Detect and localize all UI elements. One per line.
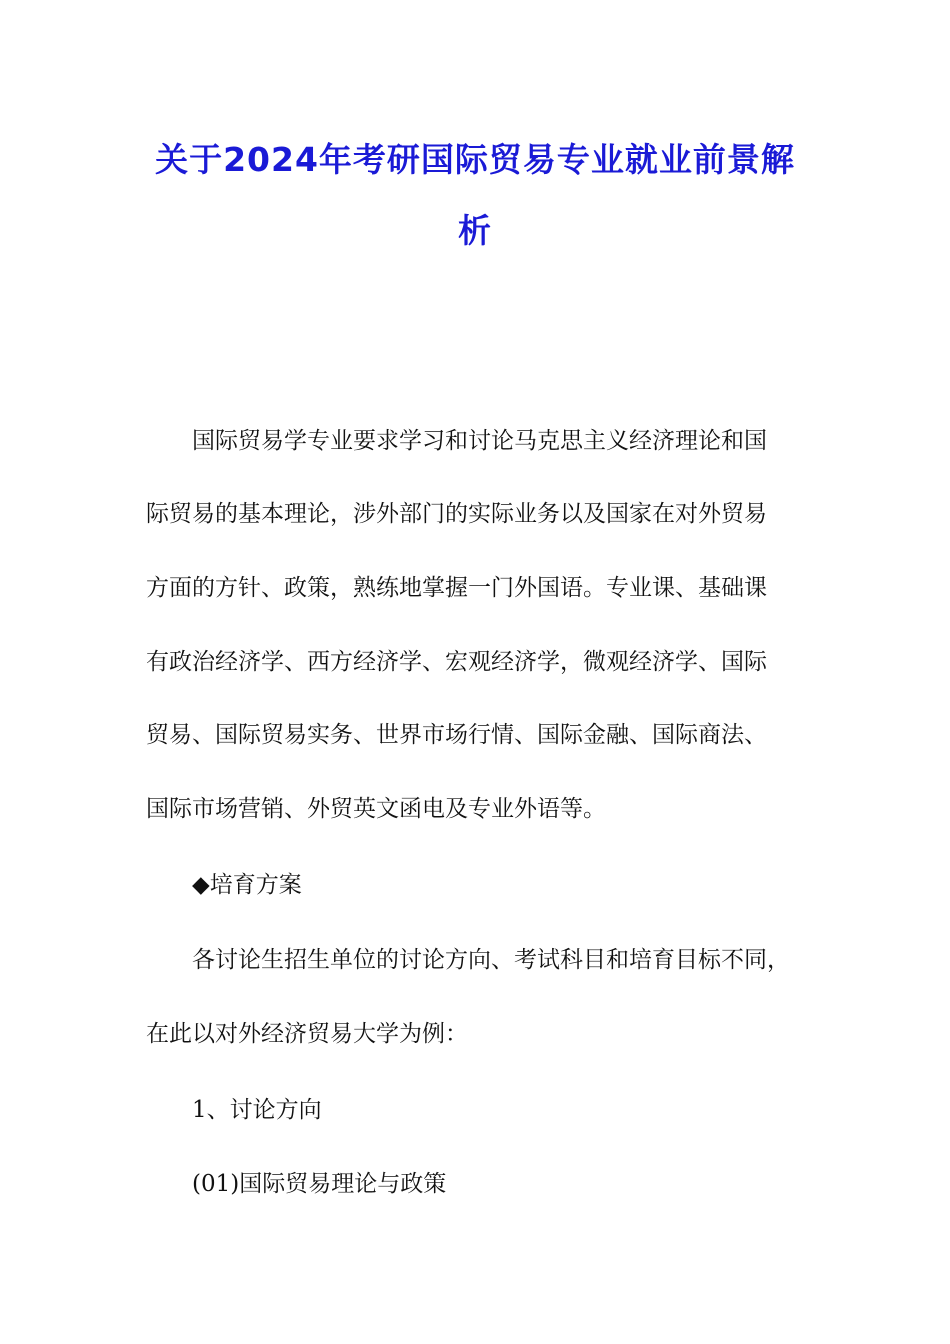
document-title-line-1: 关于2024年考研国际贸易专业就业前景解: [155, 140, 795, 179]
intro-line-6: 国际市场营销、外贸英文函电及专业外语等。: [146, 796, 606, 822]
list-item-1: 1、讨论方向: [192, 1097, 322, 1123]
intro-line-3: 方面的方针、政策，熟练地掌握一门外国语。专业课、基础课: [146, 575, 767, 601]
intro-line-2: 际贸易的基本理论，涉外部门的实际业务以及国家在对外贸易: [146, 501, 767, 527]
plan-line-1: 各讨论生招生单位的讨论方向、考试科目和培育目标不同，: [192, 947, 790, 973]
section-heading: ◆培育方案: [192, 872, 302, 898]
intro-line-5: 贸易、国际贸易实务、世界市场行情、国际金融、国际商法、: [146, 722, 767, 748]
list-subitem-01: (01)国际贸易理论与政策: [192, 1171, 447, 1197]
intro-line-1: 国际贸易学专业要求学习和讨论马克思主义经济理论和国: [192, 428, 767, 454]
document-title-line-2: 析: [458, 211, 492, 250]
plan-line-2: 在此以对外经济贸易大学为例：: [146, 1021, 468, 1047]
intro-line-4: 有政治经济学、西方经济学、宏观经济学，微观经济学、国际: [146, 649, 767, 675]
